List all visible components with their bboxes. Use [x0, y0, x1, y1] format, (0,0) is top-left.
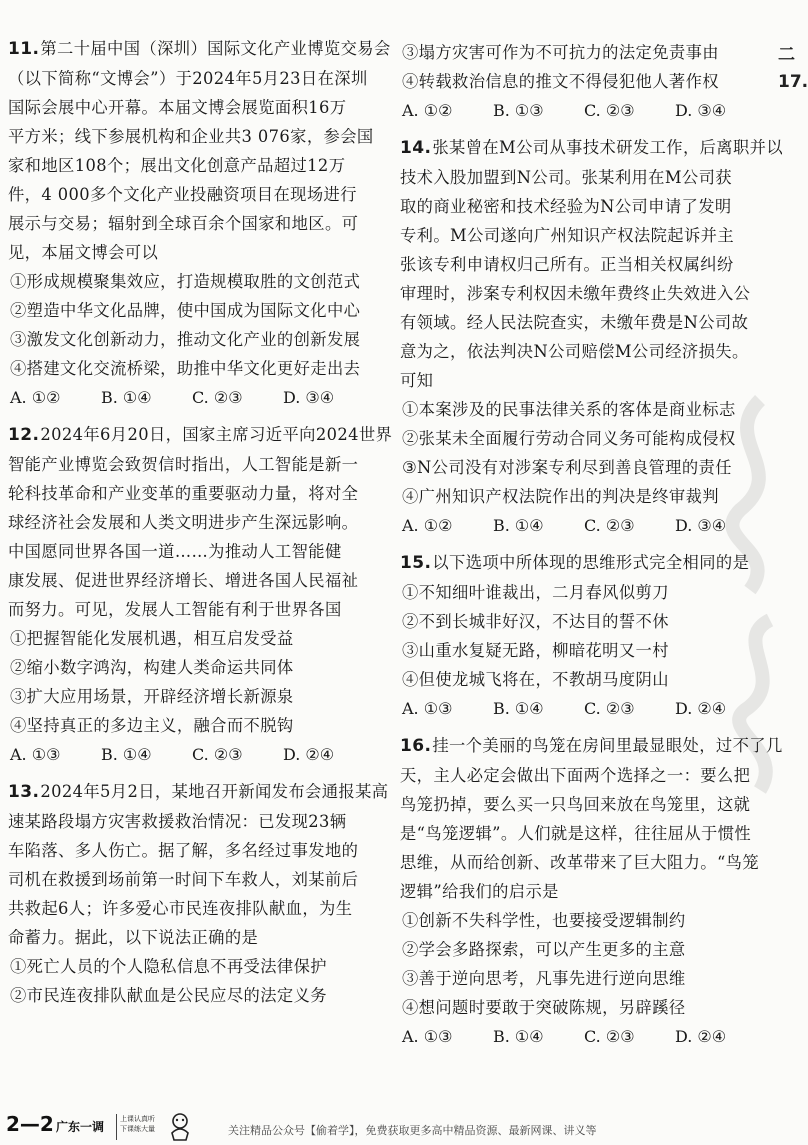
- choice-d[interactable]: D. ③④: [675, 101, 727, 120]
- question-number: 14.: [400, 138, 432, 158]
- question-stem-line: 15.以下选项中所体现的思维形式完全相同的是: [400, 553, 750, 573]
- question-stem-line: 球经济社会发展和人类文明进步产生深远影响。: [8, 513, 359, 532]
- question-13-continued: [400, 38, 772, 126]
- choice-a[interactable]: A. ①③: [10, 745, 61, 764]
- statement-option: ④转载救治信息的推文不得侵犯他人著作权: [402, 72, 719, 91]
- choice-c[interactable]: C. ②③: [192, 388, 243, 407]
- answer-choices: [400, 511, 772, 541]
- choice-c[interactable]: C. ②③: [584, 101, 635, 120]
- question-stem-line: 智能产业博览会致贺信时指出，人工智能是新一: [8, 455, 359, 474]
- question-number: 11.: [8, 39, 40, 59]
- statement-option: ②学会多路探索，可以产生更多的主意: [402, 940, 686, 959]
- choice-c[interactable]: C. ②③: [584, 1027, 635, 1046]
- question-stem-line: 鸟笼扔掉，要么买一只鸟回来放在鸟笼里，这就: [400, 795, 751, 814]
- choice-d[interactable]: D. ②④: [675, 1027, 727, 1046]
- statement-option: ①死亡人员的个人隐私信息不再受法律保护: [10, 957, 327, 976]
- answer-choices: [400, 1022, 772, 1052]
- statement-option: ②张某未全面履行劳动合同义务可能构成侵权: [402, 429, 736, 448]
- choice-d[interactable]: D. ③④: [675, 516, 727, 535]
- choice-b[interactable]: B. ①④: [493, 1027, 544, 1046]
- choice-a[interactable]: A. ①③: [402, 699, 453, 718]
- question-stem-line: 而努力。可见，发展人工智能有利于世界各国: [8, 600, 342, 619]
- question-stem-line: 车陷落、多人伤亡。据了解，多名经过事发地的: [8, 841, 359, 860]
- question-15: [400, 548, 772, 724]
- answer-choices: [8, 383, 386, 413]
- brand-slogan: 上课认真听 下课练大量: [116, 1114, 166, 1140]
- choice-d[interactable]: D. ③④: [283, 388, 335, 407]
- question-stem-line: 速某路段塌方灾害救援救治情况：已发现23辆: [8, 812, 347, 831]
- statement-option: ④广州知识产权法院作出的判决是终审裁判: [402, 487, 719, 506]
- question-stem-line: 技术入股加盟到N公司。张某利用在M公司获: [400, 168, 732, 187]
- question-11: [8, 34, 391, 413]
- question-number: 15.: [400, 553, 432, 573]
- statement-option: ③山重水复疑无路，柳暗花明又一村: [402, 641, 669, 660]
- question-stem-line: 共救起6人；许多爱心市民连夜排队献血，为生: [8, 899, 353, 918]
- right-column: [400, 38, 784, 1052]
- page-number: 2—2: [6, 1112, 54, 1136]
- choice-b[interactable]: B. ①④: [493, 516, 544, 535]
- statement-option: ①把握智能化发展机遇，相互启发受益: [10, 629, 294, 648]
- statement-option: ①本案涉及的民事法律关系的客体是商业标志: [402, 400, 736, 419]
- choice-b[interactable]: B. ①③: [493, 101, 544, 120]
- cutoff-section-heading: 二: [778, 45, 795, 65]
- choice-c[interactable]: C. ②③: [584, 516, 635, 535]
- question-stem-line: 取的商业秘密和技术经验为N公司申请了发明: [400, 197, 732, 216]
- question-stem-line: 思维，从而给创新、改革带来了巨大阻力。“鸟笼: [400, 853, 760, 872]
- statement-option: ③善于逆向思考，凡事先进行逆向思维: [402, 969, 686, 988]
- answer-choices: [8, 740, 386, 770]
- question-stem-line: 司机在救援到场前第一时间下车救人，刘某前后: [8, 870, 359, 889]
- statement-option: ②塑造中华文化品牌，使中国成为国际文化中心: [10, 301, 361, 320]
- question-number: 12.: [8, 425, 40, 445]
- statement-option: ①不知细叶谁裁出，二月春风似剪刀: [402, 583, 669, 602]
- question-stem-line: 14.张某曾在M公司从事技术研发工作，后离职并以: [400, 138, 784, 158]
- choice-d[interactable]: D. ②④: [675, 699, 727, 718]
- statement-option: ②市民连夜排队献血是公民应尽的法定义务: [10, 986, 327, 1005]
- choice-a[interactable]: A. ①②: [402, 516, 453, 535]
- statement-option: ④坚持真正的多边主义，融合而不脱钩: [10, 716, 294, 735]
- question-stem-line: 张该专利申请权归己所有。正当相关权属纠纷: [400, 255, 734, 274]
- choice-b[interactable]: B. ①④: [101, 745, 152, 764]
- statement-option: ③扩大应用场景，开辟经济增长新源泉: [10, 687, 294, 706]
- question-stem-line: 13.2024年5月2日，某地召开新闻发布会通报某高: [8, 782, 389, 802]
- question-stem-line: 意为之，依法判决N公司赔偿M公司经济损失。: [400, 342, 749, 361]
- question-stem-line: 见，本届文博会可以: [8, 243, 159, 262]
- choice-b[interactable]: B. ①④: [493, 699, 544, 718]
- statement-option: ④搭建文化交流桥梁，助推中华文化更好走出去: [10, 359, 361, 378]
- question-13: [8, 777, 389, 1010]
- left-column: [8, 34, 393, 1010]
- question-stem-line: 审理时，涉案专利权因未缴年费终止失效进入公: [400, 284, 751, 303]
- question-stem-line: 轮科技革命和产业变革的重要驱动力量，将对全: [8, 484, 359, 503]
- answer-choices: [400, 694, 772, 724]
- question-stem-line: 平方米；线下参展机构和企业共3 076家，参会国: [8, 127, 374, 146]
- question-stem-line: 康发展、促进世界经济增长、增进各国人民福祉: [8, 571, 359, 590]
- statement-option: ②不到长城非好汉，不达目的誓不休: [402, 612, 669, 631]
- question-number: 16.: [400, 736, 432, 756]
- question-stem-line: 展示与交易；辐射到全球百余个国家和地区。可: [8, 214, 359, 233]
- statement-option: ③塌方灾害可作为不可抗力的法定免责事由: [402, 43, 719, 62]
- exam-edition-label: 广东一调: [56, 1120, 105, 1134]
- statement-option: ①形成规模聚集效应，打造规模取胜的文创范式: [10, 272, 361, 291]
- question-14: [400, 133, 784, 541]
- choice-c[interactable]: C. ②③: [192, 745, 243, 764]
- question-stem-line: 件，4 000多个文化产业投融资项目在现场进行: [8, 185, 357, 204]
- question-stem-line: 命蓄力。据此，以下说法正确的是: [8, 928, 259, 947]
- choice-a[interactable]: A. ①②: [10, 388, 61, 407]
- question-stem-line: 中国愿同世界各国一道……为推动人工智能健: [8, 542, 342, 561]
- question-stem-line: 11.第二十届中国（深圳）国际文化产业博览交易会: [8, 39, 391, 59]
- footer-notice: 关注精品公众号【偷着学】，免费获取更多高中精品资源、最新网课、讲义等: [228, 1124, 597, 1137]
- choice-d[interactable]: D. ②④: [283, 745, 335, 764]
- cutoff-question-number: 17.: [778, 72, 808, 92]
- question-stem-line: 16.挂一个美丽的鸟笼在房间里最显眼处，过不了几: [400, 736, 783, 756]
- statement-option: ③N公司没有对涉案专利尽到善良管理的责任: [402, 458, 732, 477]
- question-16: [400, 731, 783, 1052]
- statement-option: ③激发文化创新动力，推动文化产业的创新发展: [10, 330, 361, 349]
- question-stem-line: 国际会展中心开幕。本届文博会展览面积16万: [8, 98, 347, 117]
- question-stem-line: 专利。M公司遂向广州知识产权法院起诉并主: [400, 226, 735, 245]
- question-stem-line: 可知: [400, 371, 434, 390]
- question-12: [8, 420, 393, 770]
- choice-a[interactable]: A. ①②: [402, 101, 453, 120]
- choice-c[interactable]: C. ②③: [584, 699, 635, 718]
- statement-option: ④但使龙城飞将在，不教胡马度阴山: [402, 670, 669, 689]
- statement-option: ④想问题时要敢于突破陈规，另辟蹊径: [402, 998, 686, 1017]
- question-stem-line: 有领域。经人民法院查实，未缴年费是N公司故: [400, 313, 749, 332]
- question-stem-line: 是“鸟笼逻辑”。人们就是这样，往往屈从于惯性: [400, 824, 752, 843]
- choice-b[interactable]: B. ①④: [101, 388, 152, 407]
- mascot-logo-icon: [166, 1111, 194, 1141]
- choice-a[interactable]: A. ①③: [402, 1027, 453, 1046]
- statement-option: ①创新不失科学性，也要接受逻辑制约: [402, 911, 686, 930]
- statement-option: ②缩小数字鸿沟，构建人类命运共同体: [10, 658, 294, 677]
- question-stem-line: （以下简称“文博会”）于2024年5月23日在深圳: [8, 69, 368, 88]
- question-stem-line: 家和地区108个；展出文化创意产品超过12万: [8, 156, 346, 175]
- answer-choices: [400, 96, 772, 126]
- question-stem-line: 逻辑”给我们的启示是: [400, 882, 559, 901]
- question-stem-line: 天，主人必定会做出下面两个选择之一：要么把: [400, 766, 751, 785]
- question-stem-line: 12.2024年6月20日，国家主席习近平向2024世界: [8, 425, 393, 445]
- page-footer: [0, 1108, 800, 1145]
- question-number: 13.: [8, 782, 40, 802]
